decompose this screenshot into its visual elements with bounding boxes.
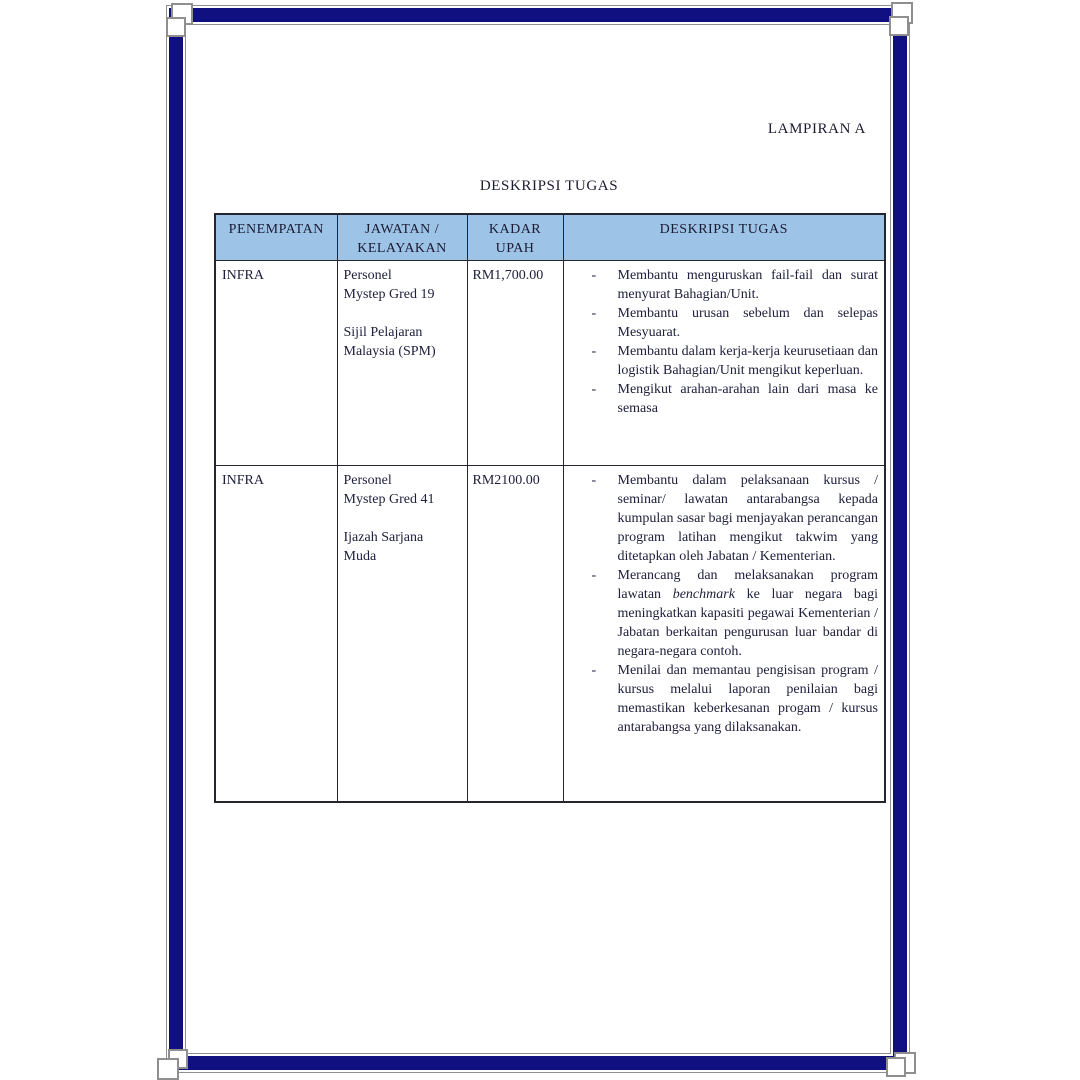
task-list-item — [564, 661, 879, 737]
jawatan-line: Sijil Pelajaran — [343, 325, 423, 340]
task-text: Membantu dalam pelaksanaan kursus / seminar/ lawatan antarabangsa kepada kumpulan sasar bagi menjayakan perancangan program latihan mengikut takwim yang ditetapkan oleh Jabatan / Kementerian. — [617, 473, 878, 564]
header-kadar-upah: KADAR UPAH — [467, 214, 563, 261]
bullet-marker: - — [591, 344, 597, 359]
header-deskripsi-tugas: DESKRIPSI TUGAS — [563, 214, 885, 261]
kadar-upah-cell: RM1,700.00 — [467, 261, 563, 466]
jawatan-line — [344, 304, 463, 323]
jawatan-kelayakan-cell — [337, 261, 467, 466]
task-text: Menilai dan memantau pengisisan program / kursus melalui laporan penilaian bagi memastikan keberkesanan progam / kursus antarabangsa yang dilaksanakan. — [617, 663, 878, 735]
task-table-container — [214, 213, 886, 803]
task-text: Membantu dalam kerja-kerja keurusetiaan dan logistik Bahagian/Unit mengikut keperluan. — [617, 344, 878, 378]
header-jawatan-kelayakan: JAWATAN / KELAYAKAN — [337, 214, 467, 261]
bullet-marker: - — [591, 663, 597, 678]
penempatan-cell: INFRA — [215, 466, 337, 802]
task-list-item — [564, 380, 879, 418]
jawatan-line: Muda — [343, 549, 377, 564]
table-header-row — [215, 214, 885, 261]
annex-label: LAMPIRAN A — [767, 121, 866, 137]
header-penempatan: PENEMPATAN — [215, 214, 337, 261]
corner-ornament-bottom-left-b — [157, 1058, 179, 1080]
bullet-marker: - — [591, 382, 597, 397]
penempatan-cell: INFRA — [215, 261, 337, 466]
task-list-item — [564, 266, 879, 304]
jawatan-kelayakan-cell — [337, 466, 467, 802]
bullet-marker: - — [591, 473, 597, 488]
jawatan-line: Ijazah Sarjana — [343, 530, 424, 545]
jawatan-line: Personel — [343, 268, 392, 283]
task-table — [214, 213, 886, 803]
task-list-item — [564, 566, 879, 661]
task-list-item — [564, 471, 879, 566]
deskripsi-tugas-cell — [563, 466, 885, 802]
document-title: DESKRIPSI TUGAS — [479, 178, 619, 194]
task-list-item — [564, 342, 879, 380]
task-text: Membantu menguruskan fail-fail dan surat menyurat Bahagian/Unit. — [617, 268, 878, 302]
task-text: Merancang dan melaksanakan program lawatan benchmark ke luar negara bagi meningkatkan kapasiti pegawai Kementerian / Jabatan berkaitan pengurusan luar bandar di negara-negara contoh. — [617, 568, 879, 659]
task-table-body — [215, 261, 885, 802]
kadar-upah-cell: RM2100.00 — [467, 466, 563, 802]
table-row — [215, 466, 885, 802]
jawatan-line: Mystep Gred 41 — [343, 492, 435, 507]
corner-ornament-bottom-right-b — [886, 1057, 906, 1077]
table-row — [215, 261, 885, 466]
task-text: Membantu urusan sebelum dan selepas Mesyuarat. — [617, 306, 878, 340]
task-list-item — [564, 304, 879, 342]
jawatan-line: Malaysia (SPM) — [343, 344, 436, 359]
jawatan-line — [344, 509, 463, 528]
jawatan-line: Personel — [343, 473, 392, 488]
task-text: Mengikut arahan-arahan lain dari masa ke semasa — [617, 382, 878, 416]
bullet-marker: - — [591, 268, 597, 283]
bullet-marker: - — [591, 306, 597, 321]
bullet-marker: - — [591, 568, 597, 583]
deskripsi-tugas-cell — [563, 261, 885, 466]
jawatan-line: Mystep Gred 19 — [343, 287, 435, 302]
corner-ornament-top-left-b — [166, 17, 186, 37]
corner-ornament-top-right-b — [889, 16, 909, 36]
